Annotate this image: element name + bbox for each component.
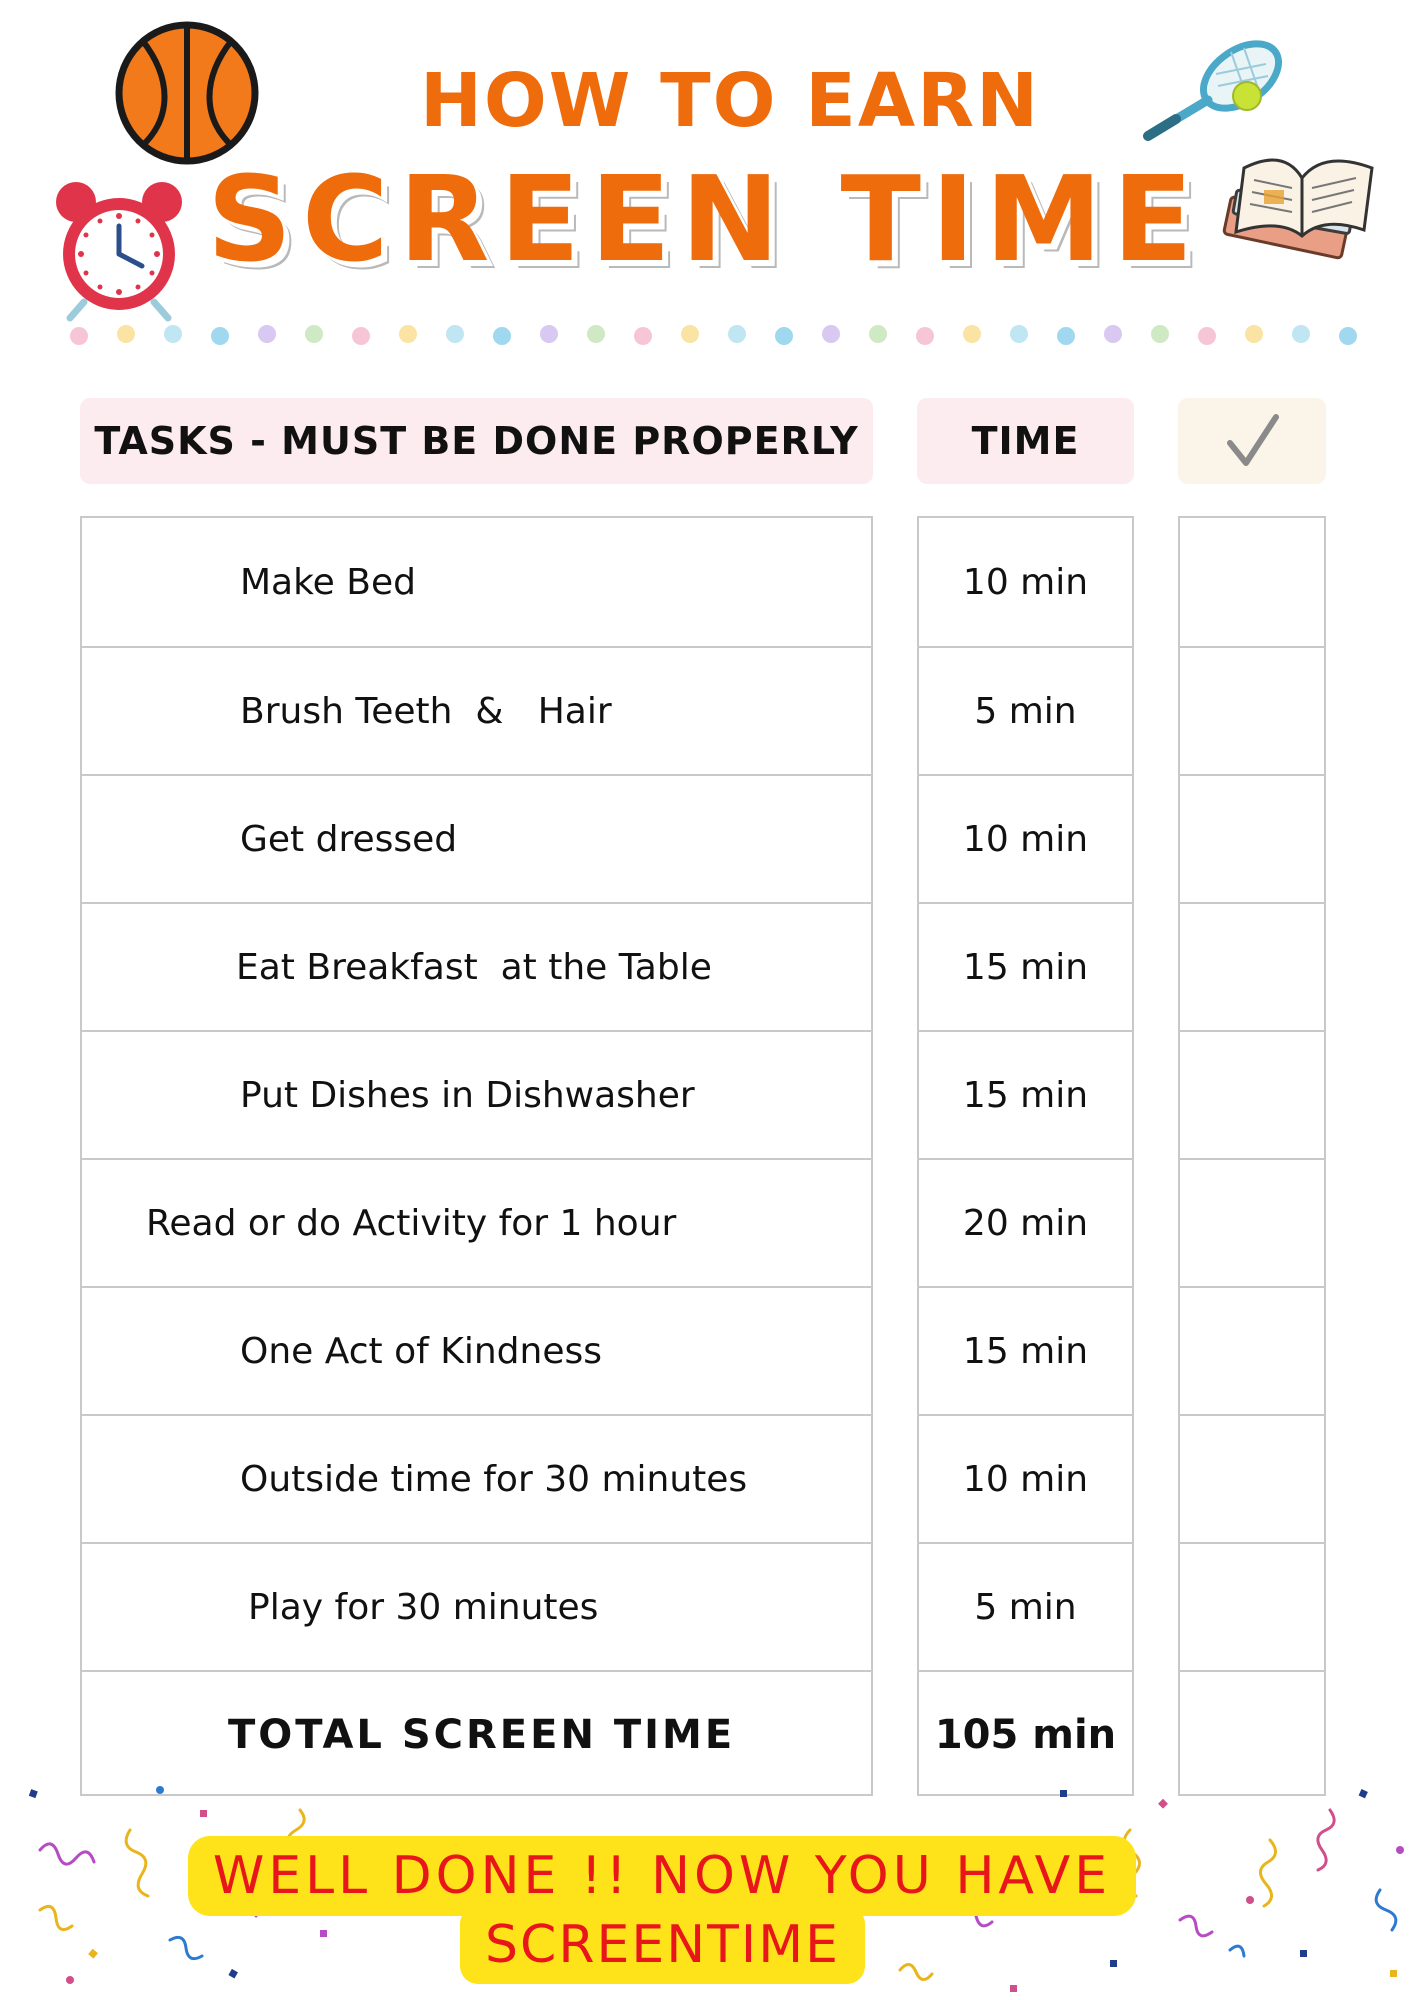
check-cell[interactable] xyxy=(1180,1542,1324,1670)
decorative-dot xyxy=(1245,325,1263,343)
tennis-racket-icon xyxy=(1136,34,1296,144)
task-label: Read or do Activity for 1 hour xyxy=(146,1202,677,1244)
total-time-value: 105 min xyxy=(919,1670,1132,1798)
check-cell[interactable] xyxy=(1180,774,1324,902)
decorative-dot xyxy=(775,327,793,345)
decorative-dot xyxy=(1339,327,1357,345)
check-mark-icon xyxy=(1222,411,1282,471)
tasks-header: TASKS - MUST BE DONE PROPERLY xyxy=(80,398,873,484)
check-cell[interactable] xyxy=(1180,518,1324,646)
decorative-dot xyxy=(869,325,887,343)
time-value: 10 min xyxy=(962,561,1089,603)
decorative-dot xyxy=(164,325,182,343)
time-value: 15 min xyxy=(919,902,1132,1030)
task-row xyxy=(82,646,871,774)
check-header xyxy=(1178,398,1326,484)
task-label: Play for 30 minutes xyxy=(248,1586,599,1628)
task-label: Get dressed xyxy=(240,818,458,860)
task-row xyxy=(82,518,871,646)
check-cell[interactable] xyxy=(1180,1286,1324,1414)
books-icon xyxy=(1214,138,1384,268)
well-done-banner: WELL DONE !! NOW YOU HAVE xyxy=(188,1836,1136,1916)
total-label: TOTAL SCREEN TIME xyxy=(228,1712,736,1758)
title-screen-time: SCREEN TIME xyxy=(207,150,1203,288)
time-column xyxy=(917,516,1134,1796)
check-cell[interactable] xyxy=(1180,902,1324,1030)
decorative-dot xyxy=(916,327,934,345)
tasks-column xyxy=(80,516,873,1796)
task-label: Eat Breakfast at the Table xyxy=(236,946,712,988)
checkbox-column xyxy=(1178,516,1326,1796)
time-value: 10 min xyxy=(919,774,1132,902)
decorative-dots xyxy=(70,325,1350,355)
decorative-dot xyxy=(681,325,699,343)
decorative-dot xyxy=(399,325,417,343)
alarm-clock-icon xyxy=(54,172,184,322)
decorative-dot xyxy=(587,325,605,343)
decorative-dot xyxy=(1198,327,1216,345)
time-header: TIME xyxy=(917,398,1134,484)
decorative-dot xyxy=(634,327,652,345)
title-how-to-earn: HOW TO EARN xyxy=(419,58,1041,144)
task-label: Put Dishes in Dishwasher xyxy=(240,1074,695,1116)
task-label: Make Bed xyxy=(240,561,416,603)
time-value: 10 min xyxy=(919,1414,1132,1542)
basketball-icon xyxy=(112,18,262,168)
decorative-dot xyxy=(1151,325,1169,343)
check-cell[interactable] xyxy=(1180,646,1324,774)
decorative-dot xyxy=(70,327,88,345)
check-cell[interactable] xyxy=(1180,1030,1324,1158)
task-label: Brush Teeth & Hair xyxy=(240,690,612,732)
decorative-dot xyxy=(728,325,746,343)
task-label: One Act of Kindness xyxy=(240,1330,602,1372)
time-value: 15 min xyxy=(919,1030,1132,1158)
time-value: 5 min xyxy=(919,646,1132,774)
time-value: 20 min xyxy=(919,1158,1132,1286)
task-label: Outside time for 30 minutes xyxy=(240,1458,748,1500)
time-value: 5 min xyxy=(919,1542,1132,1670)
time-value: 15 min xyxy=(919,1286,1132,1414)
task-row xyxy=(82,1030,871,1158)
task-row xyxy=(82,1414,871,1542)
decorative-dot xyxy=(258,325,276,343)
decorative-dot xyxy=(493,327,511,345)
decorative-dot xyxy=(352,327,370,345)
task-row xyxy=(82,1286,871,1414)
task-row xyxy=(82,1542,871,1670)
decorative-dot xyxy=(211,327,229,345)
decorative-dot xyxy=(117,325,135,343)
task-row xyxy=(82,902,871,1030)
decorative-dot xyxy=(1010,325,1028,343)
decorative-dot xyxy=(1292,325,1310,343)
decorative-dot xyxy=(540,325,558,343)
decorative-dot xyxy=(822,325,840,343)
decorative-dot xyxy=(446,325,464,343)
task-row xyxy=(82,1158,871,1286)
decorative-dot xyxy=(305,325,323,343)
screentime-banner: SCREENTIME xyxy=(460,1906,865,1984)
task-row xyxy=(82,774,871,902)
check-cell[interactable] xyxy=(1180,1158,1324,1286)
decorative-dot xyxy=(1104,325,1122,343)
check-cell[interactable] xyxy=(1180,1414,1324,1542)
decorative-dot xyxy=(1057,327,1075,345)
decorative-dot xyxy=(963,325,981,343)
